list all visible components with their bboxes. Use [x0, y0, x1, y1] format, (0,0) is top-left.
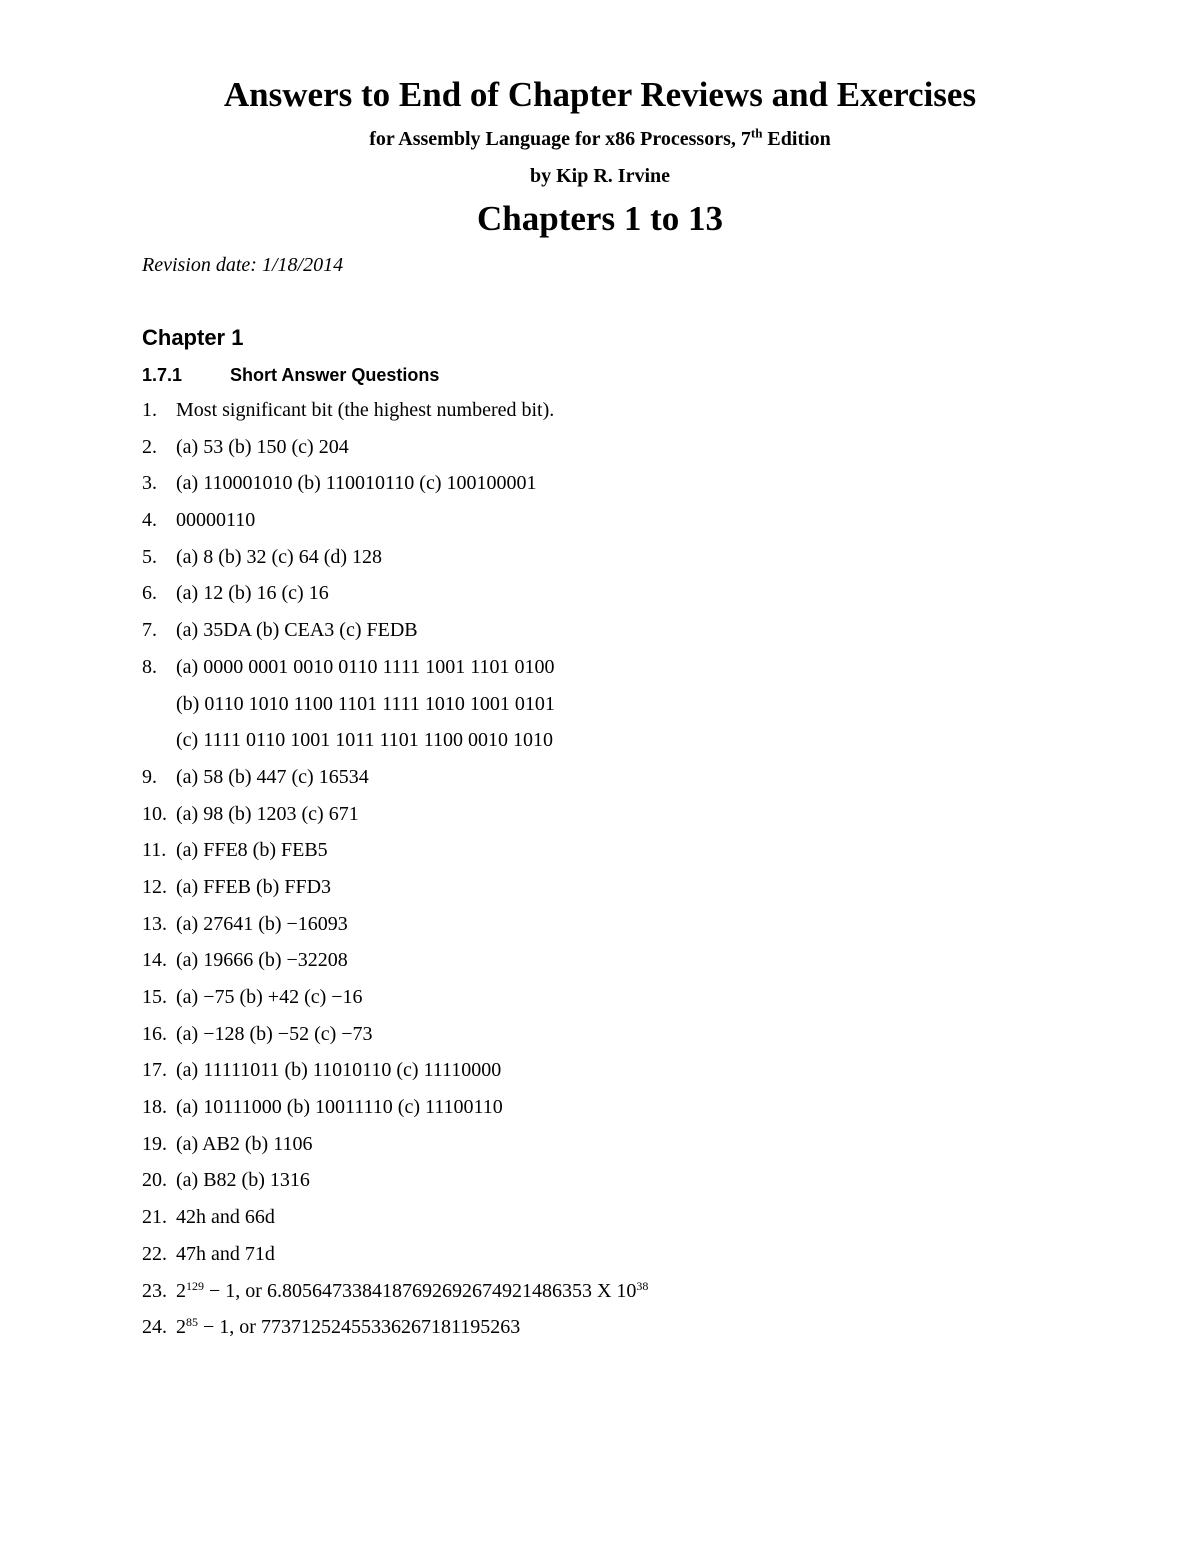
answer-number: 14. [142, 949, 167, 972]
answer-number: 17. [142, 1059, 167, 1082]
answer-number: 9. [142, 765, 157, 788]
answer-text: (a) AB2 (b) 1106 [176, 1132, 313, 1155]
answer-item [142, 507, 1042, 544]
answer-item [142, 470, 1042, 507]
answer-continuation [142, 727, 1042, 764]
section-heading [142, 362, 439, 388]
answer-item [142, 911, 1042, 948]
answer-text: Most significant bit (the highest numbered bit). [176, 399, 555, 421]
answer-number: 12. [142, 875, 167, 898]
answer-item [142, 801, 1042, 838]
answer-text: 42h and 66d [176, 1206, 275, 1229]
answer-text: − 1, or 6.8056473384187692692674921486353 X 10 [204, 1279, 637, 1302]
answer-item [142, 837, 1042, 874]
answer-number: 5. [142, 545, 157, 568]
answer-item [142, 1094, 1042, 1131]
answer-item [142, 1021, 1042, 1058]
answer-text: (a) 0000 0001 0010 0110 1111 1001 1101 0100 [176, 655, 555, 678]
answer-text: (a) 110001010 (b) 110010110 (c) 100100001 [176, 472, 537, 495]
answer-text: (a) 58 (b) 447 (c) 16534 [176, 765, 369, 788]
answer-text: (a) 12 (b) 16 (c) 16 [176, 582, 329, 605]
answer-text: (a) 10111000 (b) 10011110 (c) 11100110 [176, 1096, 503, 1119]
answer-text: 47h and 71d [176, 1242, 275, 1265]
answer-item [142, 1278, 1042, 1315]
answer-text: (a) 19666 (b) −32208 [176, 949, 348, 972]
section-number: 1.7.1 [142, 365, 183, 385]
answer-item [142, 397, 1042, 434]
revision-date: Revision date: 1/18/2014 [142, 254, 344, 276]
answer-text: (a) 98 (b) 1203 (c) 671 [176, 802, 359, 825]
answer-number: 23. [142, 1279, 167, 1302]
answer-item [142, 1204, 1042, 1241]
answer-text: (b) 0110 1010 1100 1101 1111 1010 1001 0101 [176, 692, 555, 715]
answer-item [142, 874, 1042, 911]
answer-item [142, 580, 1042, 617]
answer-item [142, 1131, 1042, 1168]
answer-number: 21. [142, 1206, 167, 1229]
answer-item [142, 617, 1042, 654]
answer-item [142, 1167, 1042, 1204]
answer-exponent: 85 [186, 1315, 198, 1330]
answer-text: (a) −128 (b) −52 (c) −73 [176, 1022, 373, 1045]
answer-number: 11. [142, 839, 167, 862]
subtitle-superscript: th [750, 125, 763, 141]
answer-number: 8. [142, 655, 157, 678]
answer-number: 10. [142, 802, 167, 825]
answer-text: (a) −75 (b) +42 (c) −16 [176, 986, 363, 1008]
answer-number: 6. [142, 582, 157, 605]
answer-item [142, 544, 1042, 581]
answer-number: 22. [142, 1242, 167, 1265]
answer-item [142, 434, 1042, 471]
answer-number: 13. [142, 912, 167, 935]
answer-text: (c) 1111 0110 1001 1011 1101 1100 0010 1010 [176, 729, 554, 752]
answer-number: 3. [142, 472, 157, 495]
book-subtitle [0, 126, 1200, 152]
answer-text: (a) 11111011 (b) 11010110 (c) 11110000 [176, 1059, 502, 1082]
answer-item [142, 1241, 1042, 1278]
answer-exponent: 129 [186, 1278, 204, 1293]
answer-text: (a) FFE8 (b) FEB5 [176, 839, 328, 862]
answer-text: (a) 53 (b) 150 (c) 204 [176, 435, 349, 458]
answer-item [142, 764, 1042, 801]
chapters-range-title: Chapters 1 to 13 [477, 199, 723, 238]
answer-number: 20. [142, 1169, 167, 1192]
subtitle-suffix: Edition [762, 128, 831, 150]
answer-item [142, 1314, 1042, 1351]
document-title: Answers to End of Chapter Reviews and Exercises [223, 75, 977, 114]
answer-continuation [142, 691, 1042, 728]
answer-number: 2. [142, 435, 157, 458]
author-line: by Kip R. Irvine [529, 165, 671, 187]
answer-item [142, 1057, 1042, 1094]
answer-number: 7. [142, 619, 157, 642]
answer-item [142, 984, 1042, 1021]
answer-text: (a) 8 (b) 32 (c) 64 (d) 128 [176, 545, 383, 568]
answer-number: 4. [142, 509, 157, 532]
answer-number: 19. [142, 1132, 167, 1155]
answer-base: 2 [176, 1279, 186, 1302]
answer-exponent: 38 [636, 1278, 649, 1293]
answer-text: (a) 27641 (b) −16093 [176, 912, 348, 935]
answer-number: 1. [142, 399, 157, 421]
answer-text: − 1, or 77371252455336267181195263 [198, 1316, 521, 1339]
subtitle-prefix: for Assembly Language for x86 Processors, 7 [369, 128, 751, 150]
answer-item [142, 654, 1042, 691]
answer-item [142, 947, 1042, 984]
section-title: Short Answer Questions [230, 365, 440, 385]
answer-text: (a) 35DA (b) CEA3 (c) FEDB [176, 619, 418, 642]
answer-number: 15. [142, 986, 167, 1008]
answer-list [142, 397, 1042, 1351]
answer-text: (a) FFEB (b) FFD3 [176, 875, 332, 898]
answer-number: 16. [142, 1022, 167, 1045]
answer-text: (a) B82 (b) 1316 [176, 1169, 310, 1192]
chapter-heading: Chapter 1 [142, 325, 244, 350]
answer-number: 18. [142, 1096, 167, 1119]
answer-text: 00000110 [176, 509, 256, 532]
answer-base: 2 [176, 1316, 186, 1339]
answer-number: 24. [142, 1316, 167, 1339]
